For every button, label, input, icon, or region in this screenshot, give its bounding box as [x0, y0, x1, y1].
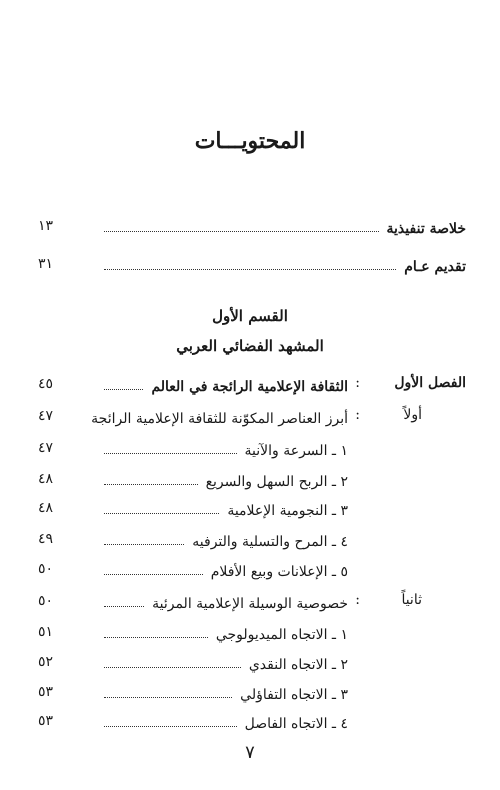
- entry-page-number: ٥٢: [38, 654, 54, 670]
- entry-page-number: ٤٩: [38, 531, 54, 547]
- entry-label: ٥ ـ الإعلانات وبيع الأفلام: [210, 564, 348, 580]
- toc-entry-chapter-1: [100, 373, 348, 395]
- entry-label: ٣ ـ الاتجاه التفاؤلي: [240, 687, 348, 703]
- chapter-label: الفصل الأول: [394, 375, 466, 391]
- page-title: المحتويـــات: [194, 128, 306, 154]
- section-colon: :: [355, 592, 360, 608]
- section-label-second: ثانياً: [401, 592, 422, 608]
- part-title: القسم الأول: [212, 307, 288, 325]
- leader-dots: [104, 605, 144, 607]
- entry-page-number: ١٣: [38, 218, 54, 234]
- entry-label: الثقافة الإعلامية الرائجة في العالم: [151, 379, 348, 395]
- leader-dots: [104, 696, 232, 698]
- entry-label: ٢ ـ الربح السهل والسريع: [205, 474, 348, 490]
- toc-subentry: [100, 710, 348, 732]
- part-subtitle: المشهد الفضائي العربي: [176, 337, 324, 355]
- entry-page-number: ٥٠: [38, 593, 54, 609]
- leader-dots: [104, 512, 219, 514]
- entry-label: ٤ ـ الاتجاه الفاصل: [244, 716, 348, 732]
- leader-dots: [104, 452, 237, 454]
- leader-dots: [104, 573, 203, 575]
- entry-label: أبرز العناصر المكوّنة للثقافة الإعلامية الرائجة: [91, 411, 348, 427]
- entry-page-number: ٥٣: [38, 713, 54, 729]
- toc-entry-executive-summary: [100, 215, 466, 237]
- section-colon: :: [355, 407, 360, 423]
- entry-page-number: ٤٧: [38, 440, 54, 456]
- entry-label: ٤ ـ المرح والتسلية والترفيه: [192, 534, 348, 550]
- toc-subentry: [100, 528, 348, 550]
- page-number-footer: ٧: [245, 742, 255, 763]
- entry-label: ٣ ـ النجومية الإعلامية: [227, 503, 348, 519]
- leader-dots: [104, 230, 379, 232]
- toc-subentry: [100, 651, 348, 673]
- entry-label: خلاصة تنفيذية: [386, 221, 466, 237]
- entry-label: تقديم عـام: [404, 259, 466, 275]
- toc-entry-second: [100, 590, 348, 612]
- leader-dots: [104, 636, 208, 638]
- entry-label: خصوصية الوسيلة الإعلامية المرئية: [152, 596, 348, 612]
- leader-dots: [104, 725, 237, 727]
- entry-page-number: ٤٥: [38, 376, 54, 392]
- entry-page-number: ٤٨: [38, 471, 54, 487]
- section-label-first: أولاً: [403, 407, 422, 423]
- leader-dots: [104, 268, 396, 270]
- leader-dots: [104, 666, 241, 668]
- entry-page-number: ٤٨: [38, 500, 54, 516]
- entry-page-number: ٥٠: [38, 561, 54, 577]
- entry-label: ١ ـ السرعة والآنية: [244, 443, 348, 459]
- chapter-colon: :: [355, 375, 360, 391]
- leader-dots: [104, 483, 198, 485]
- toc-subentry: [100, 558, 348, 580]
- leader-dots: [104, 388, 143, 390]
- entry-page-number: ٥١: [38, 624, 54, 640]
- entry-page-number: ٤٧: [38, 408, 54, 424]
- toc-subentry: [100, 497, 348, 519]
- entry-page-number: ٥٣: [38, 684, 54, 700]
- leader-dots: [104, 543, 184, 545]
- toc-subentry: [100, 437, 348, 459]
- entry-page-number: ٣١: [38, 256, 54, 272]
- toc-subentry: [100, 681, 348, 703]
- toc-entry-general-intro: [100, 253, 466, 275]
- entry-label: ١ ـ الاتجاه الميديولوجي: [215, 627, 348, 643]
- entry-label: ٢ ـ الاتجاه النقدي: [248, 657, 348, 673]
- toc-subentry: [100, 621, 348, 643]
- toc-subentry: [100, 468, 348, 490]
- toc-entry-first: [91, 405, 348, 427]
